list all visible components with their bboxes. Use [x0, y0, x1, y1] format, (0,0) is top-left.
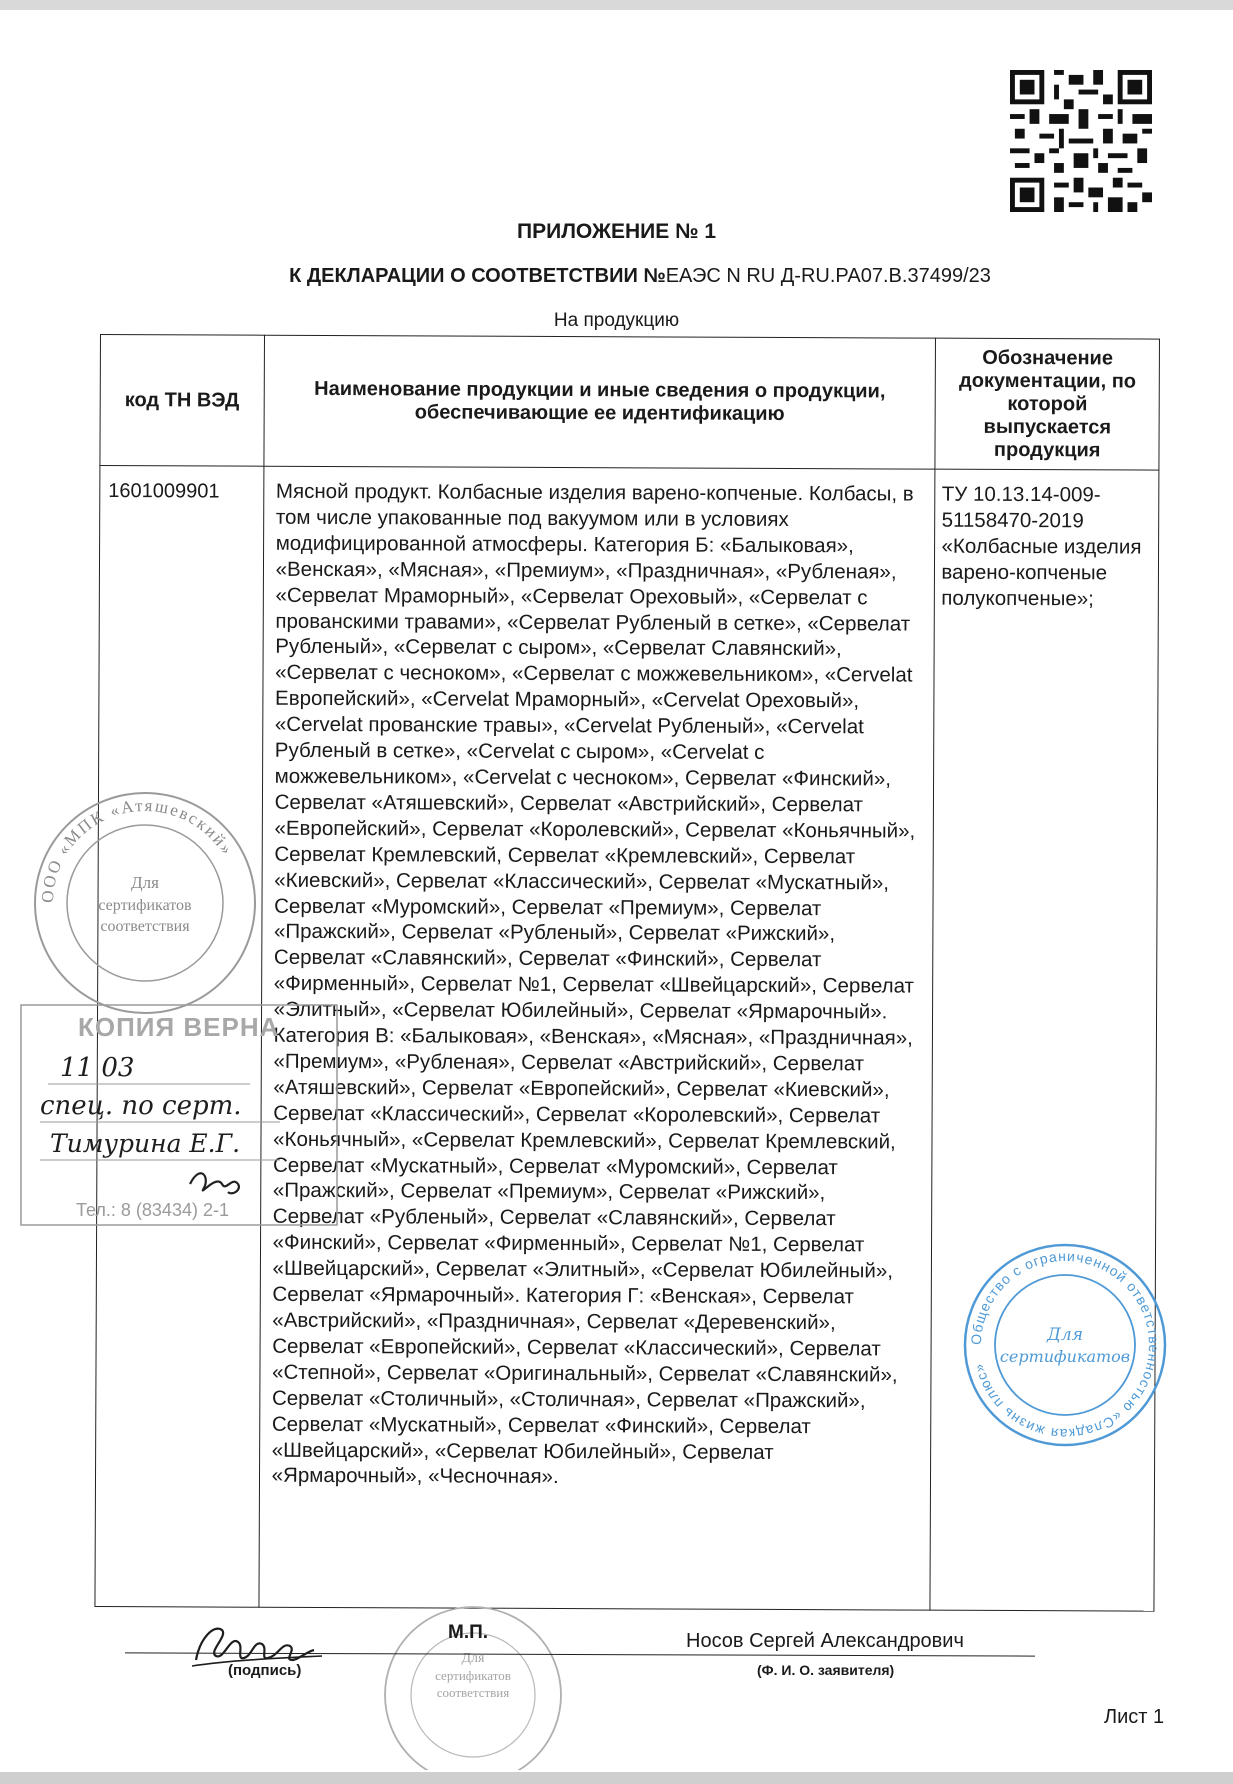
stamp-bottom-line1: Для — [461, 1651, 485, 1666]
table-header-row — [100, 335, 1160, 471]
copy-stamp-name: Тимурина Е.Г. — [50, 1129, 241, 1158]
qr-code-icon — [1010, 70, 1152, 212]
header-code: код ТН ВЭД — [100, 335, 264, 467]
scan-top-edge — [0, 0, 1233, 10]
stamp-left-line3: соответствия — [100, 918, 190, 935]
stamp-bottom-line2: сертификатов — [435, 1668, 511, 1683]
cell-name: Мясной продукт. Колбасные изделия варено-копченые. Колбасы, в том числе упакованные под вакуумом или в условиях модифицированной атмосферы. Категория Б: «Балыковая», «Венская», «Мясная», «Премиум», «Праздничная», «Рубленая», «Сервелат Мраморный», «Сервелат Ореховый», «Сервелат с прованскими травами», «Сервелат Рубленый в сетке», «Сервелат Рубленый», «Сервелат с сыром», «Сервелат Славянский», «Сервелат с чесноком», «Сервелат с можжевельником», «Cervelat Европейский», «Cervelat Мраморный», «Cervelat Ореховый», «Cervelat прованские травы», «Cervelat Рубленый», «Cervelat Рубленый в сетке», «Cervelat с сыром», «Cervelat с можжевельником», «Cervelat с чесноком», Сервелат «Финский», Сервелат «Атяшевский», Сервелат «Австрийский», Сервелат «Европейский», Сервелат «Королевский», Сервелат «Коньячный», Сервелат Кремлевский, Сервелат «Кремлевский», Сервелат «Киевский», Сервелат «Классический», Сервелат «Мускатный», Сервелат «Муромский», Сервелат «Премиум», Сервелат «Пражский», Сервелат «Рубленый», Сервелат «Рижский», Сервелат «Славянский», Сервелат «Финский», Сервелат «Фирменный», Сервелат №1, Сервелат «Швейцарский», Сервелат «Элитный», «Сервелат Юбилейный», Сервелат «Ярмарочный». Категория В: «Балыковая», «Венская», «Мясная», «Праздничная», «Премиум», «Рубленая», Сервелат «Австрийский», Сервелат «Атяшевский», Сервелат «Европейский», Сервелат «Киевский», Сервелат «Классический», Сервелат «Королевский», Сервелат «Коньячный», «Сервелат Кремлевский», Сервелат Кремлевский, Сервелат «Мускатный», Сервелат «Муромский», Сервелат «Пражский», Сервелат «Премиум», Сервелат «Рижский», Сервелат «Рубленый», Сервелат «Славянский», Сервелат «Финский», Сервелат «Фирменный», Сервелат №1, Сервелат «Швейцарский», Сервелат «Элитный», «Сервелат Юбилейный», Сервелат «Ярмарочный». Категория Г: «Венская», Сервелат «Австрийский», «Праздничная», Сервелат «Деревенский», Сервелат «Европейский», Сервелат «Классический», Сервелат «Степной», Сервелат «Оригинальный», Сервелат «Славянский», Сервелат «Столичный», «Столичная», Сервелат «Пражский», Сервелат «Мускатный», Сервелат «Финский», Сервелат «Швейцарский», «Сервелат Юбилейный», Сервелат «Ярмарочный», «Чесночная». — [259, 466, 936, 1610]
header-doc: Обозначение документации, по которой выпускается продукция — [935, 338, 1159, 470]
company-stamp-left — [30, 788, 260, 1018]
scan-bottom-edge — [0, 1772, 1233, 1784]
seal-place-label: М.П. — [448, 1622, 489, 1643]
stamp-bottom-line3: соответствия — [436, 1685, 510, 1700]
company-stamp-right — [960, 1240, 1170, 1450]
applicant-name: Носов Сергей Александрович — [686, 1630, 964, 1652]
copy-stamp-phone: Тел.: 8 (83434) 2-1 — [76, 1200, 229, 1220]
stamp-right-line1: Для — [1047, 1325, 1083, 1345]
stamp-right-line2: сертификатов — [999, 1347, 1131, 1366]
declaration-number: ЕАЭС N RU Д-RU.РА07.В.37499/23 — [665, 265, 991, 287]
copy-certified-stamp — [20, 1004, 338, 1226]
stamp-left-line1: Для — [131, 873, 159, 892]
declaration-title — [140, 265, 1140, 288]
header-name: Наименование продукции и иные сведения о продукции, обеспечивающие ее идентификацию — [264, 335, 936, 469]
stamp-left-ring: ООО «МПК «Атяшевский» — [37, 795, 238, 904]
copy-stamp-date: 11 03 — [60, 1053, 135, 1083]
applicant-fio-caption: (Ф. И. О. заявителя) — [757, 1662, 895, 1678]
cell-code: 1601009901 — [95, 466, 264, 1608]
appendix-title: ПРИЛОЖЕНИЕ № 1 — [517, 220, 716, 243]
sheet-number: Лист 1 — [1104, 1706, 1165, 1728]
product-subtitle: На продукцию — [553, 310, 680, 331]
declaration-prefix: К ДЕКЛАРАЦИИ О СООТВЕТСТВИИ № — [289, 265, 666, 287]
cell-doc: ТУ 10.13.14-009-51158470-2019 «Колбасные изделия варено-копченые полукопченые»; — [930, 469, 1159, 1611]
copy-stamp-title: КОПИЯ ВЕРНА — [78, 1012, 280, 1042]
signature-caption: (подпись) — [228, 1662, 302, 1679]
stamp-right-ring: Общество с ограниченной ответственностью «Сладкая жизнь плюс» — [967, 1247, 1163, 1443]
copy-stamp-position: спец. по серт. — [40, 1091, 242, 1121]
stamp-left-line2: сертификатов — [98, 897, 192, 914]
